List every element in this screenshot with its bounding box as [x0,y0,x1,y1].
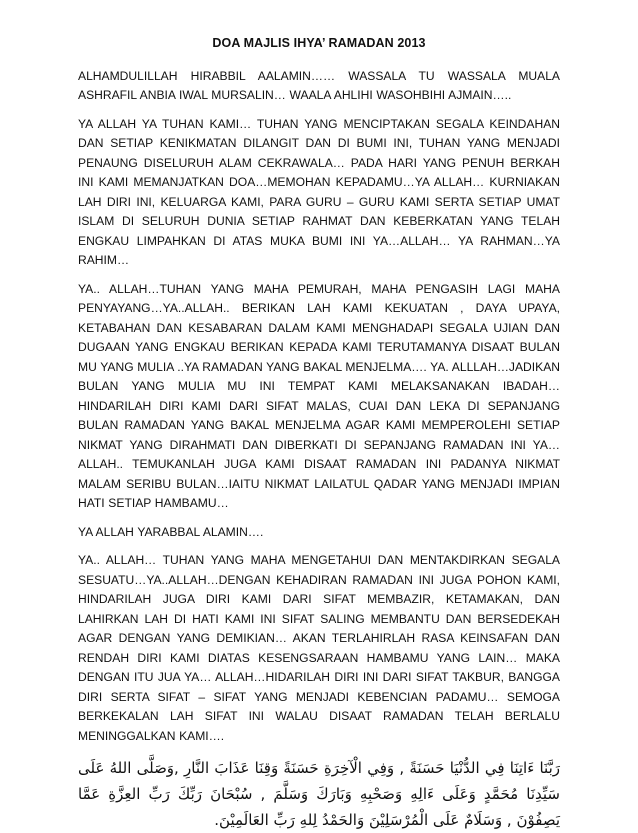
paragraph-opening: ALHAMDULILLAH HIRABBIL AALAMIN…… WASSALA TU WASSALA MUALA ASHRAFIL ANBIA IWAL MURSALIN… WAALA AHLIHI WASOHBIHI AJMAIN….. [78,68,560,102]
paragraph-supplication-3: YA.. ALLAH… TUHAN YANG MAHA MENGETAHUI DAN MENTAKDIRKAN SEGALA SESUATU…YA..ALLAH…DENGAN KEHADIRAN RAMADAN INI JUGA POHON KAMI, HINDARILAH JUGA DIRI KAMI DARI SIFAT MEMBAZIR, KETAMAKAN, DAN LAHIRKAN LAH DI HATI KAMI INI SIFAT SALING MEMBANTU DAN BERSEDEKAH AGAR DENGAN YANG DEMIKIAN… AKAN TERLAHIRLAH RASA KEINSAFAN DAN RENDAH DIRI KAMI DIATAS KESENGSARAAN HAMBAMU YANG LAIN… MAKA DENGAN ITU JUA YA… ALLAH…HIDARILAH DIRI INI DARI SIFAT TAKBUR, BANGGA DIRI SERTA SIFAT – SIFAT YANG MENJADI KEBENCIAN PADAMU… SEMOGA BERKEKALAN LAH SIFAT INI WALAU DISAAT RAMADAN TELAH BERLALU MENINGGALKAN KAMI…. [78,553,560,743]
arabic-closing-prayer: رَبَّنَا ءَاتِنَا فِي الدُّنْيَا حَسَنَةً , وَفِي الْآخِرَةِ حَسَنَةً وَقِنَا عَذَابَ النَّارِ ,وَصَلَّى اللهُ عَلَى سَيِّدِنَا مُحَمَّدٍ وَعَلَى ءَالِهِ وَصَحْبِهِ وَبَارَكَ وَسَلَّمَ , سُبْحَانَ رَبِّكَ رَبِّ العِزَّةِ عَمَّا يَصِفُوْنَ , وَسَلَامٌ عَلَى الْمُرْسَلِيْنَ وَالحَمْدُ لِلهِ رَبِّ العَالَمِيْنَ. [78,759,560,829]
paragraph-yarabbal-alamin: YA ALLAH YARABBAL ALAMIN…. [78,524,264,539]
document-title: DOA MAJLIS IHYA’ RAMADAN 2013 [212,36,426,50]
paragraph-supplication-2: YA.. ALLAH…TUHAN YANG MAHA PEMURAH, MAHA PENGASIH LAGI MAHA PENYAYANG…YA..ALLAH.. BERIKAN LAH KAMI KEKUATAN , DAYA UPAYA, KETABAHAN DAN KESABARAN DALAM KAMI MENGHADAPI SEGALA UJIAN DAN DUGAAN YANG ENGKAU BERIKAN KEPADA KAMI TERUTAMANYA DISAAT BULAN MU YANG MULIA ..YA RAMADAN YANG BAKAL MENJELMA…. YA. ALLLAH…JADIKAN BULAN YANG MULIA MU INI TEMPAT KAMI MELAKSANAKAN IBADAH… HINDARILAH DIRI KAMI DARI SIFAT MALAS, CUAI DAN LEKA DI SEPANJANG BULAN RAMADAN YANG BAKAL MENJELMA AGAR KAMI MEMPEROLEHI SETIAP NIKMAT YANG DIRAHMATI DAN DIBERKATI DI SEPANJANG RAMADAN INI YA…ALLAH.. TEMUKANLAH JUGA KAMI DISAAT RAMADAN INI PADANYA NIKMAT MALAM SERIBU BULAN…IAITU NIKMAT LAILATUL QADAR YANG MENJADI IMPIAN HATI SETIAP HAMBAMU… [78,281,560,510]
paragraph-supplication-1: YA ALLAH YA TUHAN KAMI… TUHAN YANG MENCIPTAKAN SEGALA KEINDAHAN DAN SETIAP KENIKMATAN DILANGIT DAN DI BUMI INI, TUHAN YANG MENJADI PENAUNG DISELURUH ALAM CEKRAWALA… PADA HARI YANG PENUH BERKAH INI KAMI MEMANJATKAN DOA…MEMOHAN KEPADAMU…YA ALLAH… KURNIAKAN LAH DIRI INI, KELUARGA KAMI, PARA GURU – GURU KAMI SERTA SETIAP UMAT ISLAM DI SELURUH DUNIA SETIAP RAHMAT DAN KEBERKATAN YANG TELAH ENGKAU LIMPAHKAN DI ATAS MUKA BUMI INI YA…ALLAH… YA RAHMAN…YA RAHIM… [78,116,560,267]
